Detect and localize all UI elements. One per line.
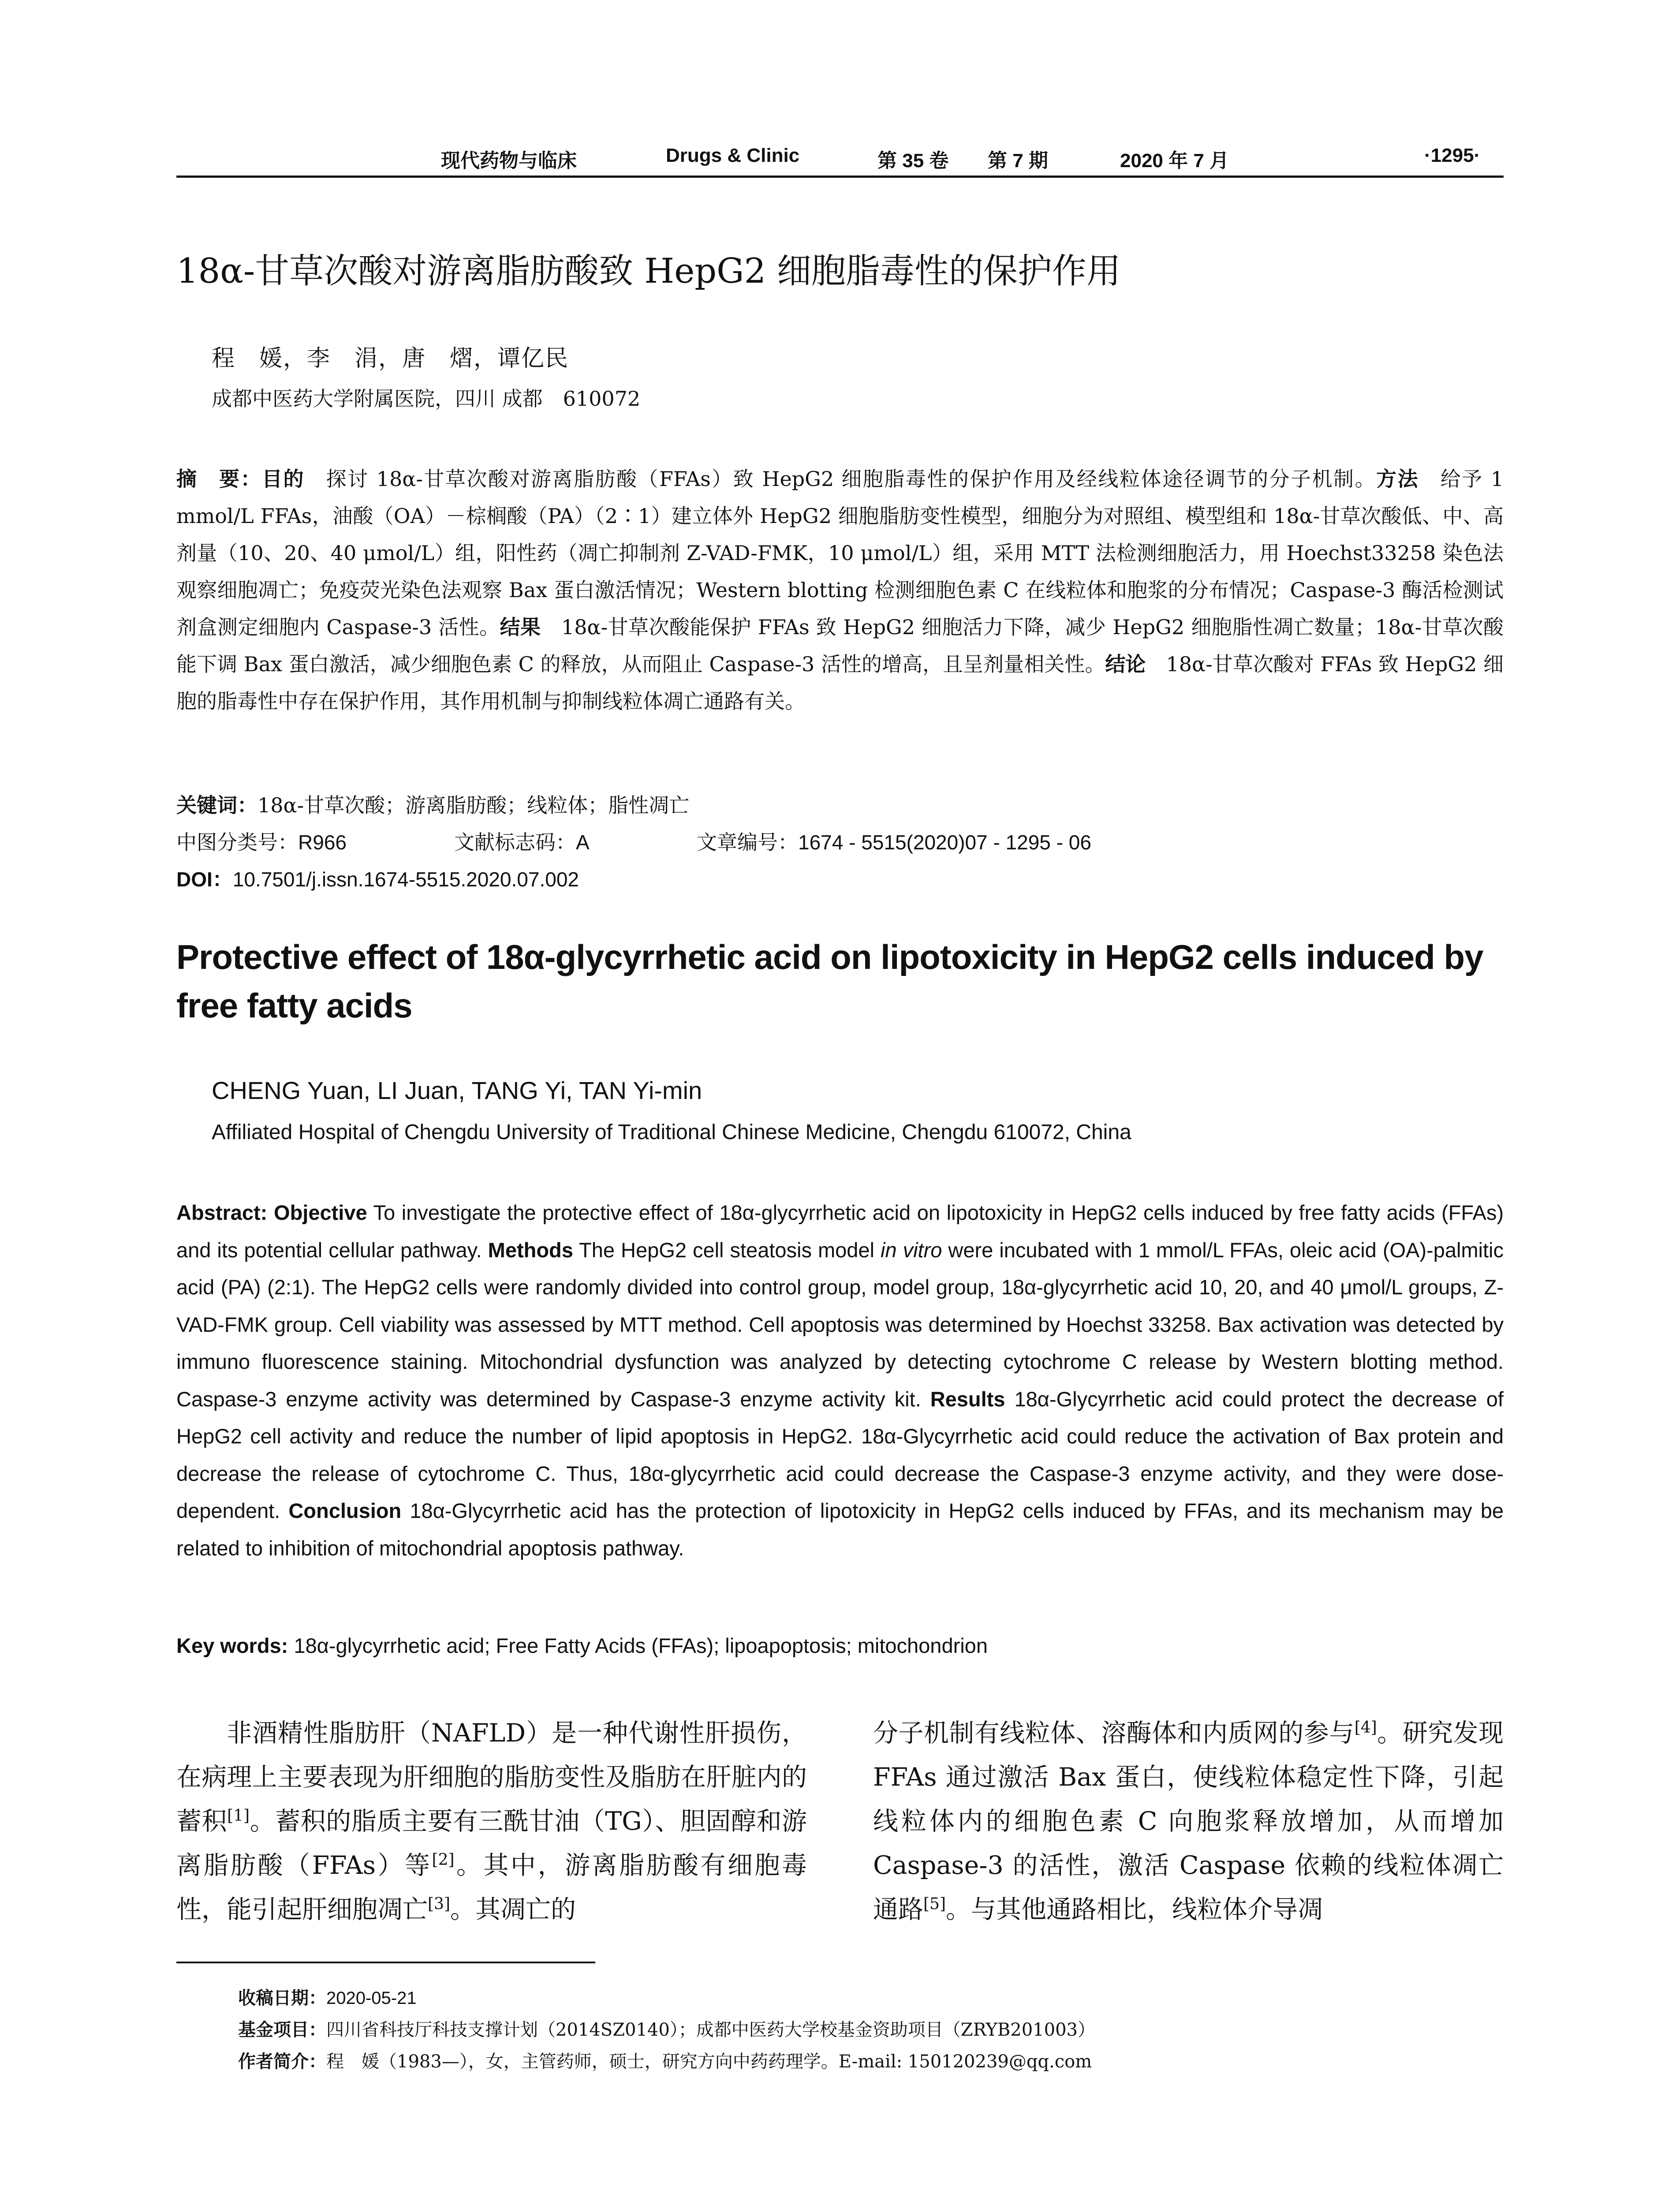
cn-methods-label: 方法 xyxy=(1376,467,1419,490)
page-number: ·1295· xyxy=(1424,145,1481,166)
body-column-right xyxy=(873,1711,1504,1932)
volume: 第 35 卷 xyxy=(877,150,949,172)
cn-keywords xyxy=(176,787,1504,824)
header-rule xyxy=(176,176,1504,178)
en-abstract-label: Abstract: xyxy=(176,1201,268,1224)
citation-3[interactable]: [3] xyxy=(428,1895,450,1913)
body-text: 。与其他通路相比，线粒体介导凋 xyxy=(946,1895,1323,1924)
cn-conclusion-text: 18α-甘草次酸对 FFAs 致 HepG2 细胞的脂毒性中存在保护作用，其作用机制与抑制线粒体凋亡通路有关。 xyxy=(176,652,1504,713)
received-label: 收稿日期： xyxy=(238,1988,326,2008)
en-keywords-text: 18α-glycyrrhetic acid; Free Fatty Acids (FFAs); lipoapoptosis; mitochondrion xyxy=(288,1634,988,1657)
body-text: 。其凋亡的 xyxy=(450,1895,576,1924)
received-date: 2020-05-21 xyxy=(326,1988,417,2008)
citation-1[interactable]: [1] xyxy=(227,1807,250,1825)
en-conclusion-label: Conclusion xyxy=(288,1499,402,1522)
en-methods-italic: in vitro xyxy=(881,1238,942,1262)
journal-name-en: Drugs & Clinic xyxy=(666,145,800,166)
en-results-label: Results xyxy=(930,1387,1005,1411)
citation-2[interactable]: [2] xyxy=(432,1851,455,1869)
author-label: 作者简介： xyxy=(238,2052,326,2071)
issue: 第 7 期 xyxy=(988,150,1048,172)
footnote-received xyxy=(238,1982,417,2014)
article-number: 文章编号：1674 - 5515(2020)07 - 1295 - 06 xyxy=(697,831,1091,854)
footnote-fund xyxy=(238,2014,1095,2046)
en-methods-label: Methods xyxy=(488,1238,573,1262)
en-affiliation: Affiliated Hospital of Chengdu University of Traditional Chinese Medicine, Chengdu 610072, China xyxy=(212,1121,1131,1144)
clc-number: 中图分类号：R966 xyxy=(176,831,347,854)
en-methods-text-1: The HepG2 cell steatosis model xyxy=(573,1238,881,1262)
cn-results-label: 结果 xyxy=(500,616,541,639)
issue-date: 2020 年 7 月 xyxy=(1120,150,1229,172)
body-text: 分子机制有线粒体、溶酶体和内质网的参与 xyxy=(873,1719,1355,1748)
body-text: 。其中，游离脂肪酸有细胞毒性，能引起肝细胞凋亡 xyxy=(176,1851,807,1924)
document-code: 文献标志码：A xyxy=(454,831,590,854)
fund-label: 基金项目： xyxy=(238,2020,326,2040)
cn-authors: 程 媛，李 涓，唐 熠，谭亿民 xyxy=(212,345,569,372)
citation-5[interactable]: [5] xyxy=(923,1895,946,1913)
cn-abstract xyxy=(176,460,1504,787)
cn-keywords-label: 关键词： xyxy=(176,794,258,817)
doi-label: DOI： xyxy=(176,868,233,891)
body-text: 非酒精性脂肪肝（NAFLD）是一种代谢性肝损伤，在病理上主要表现为肝细胞的脂肪变性及脂肪在肝脏内的蓄积 xyxy=(176,1719,807,1836)
en-authors: CHENG Yuan, LI Juan, TANG Yi, TAN Yi-min xyxy=(212,1076,702,1104)
cn-objective-text: 探讨 18α-甘草次酸对游离脂肪酸（FFAs）致 HepG2 细胞脂毒性的保护作用及经线粒体途径调节的分子机制。 xyxy=(305,467,1377,491)
doi xyxy=(176,861,1504,898)
cn-results-text: 18α-甘草次酸能保护 FFAs 致 HepG2 细胞活力下降，减少 HepG2 细胞脂性凋亡数量；18α-甘草次酸能下调 Bax 蛋白激活，减少细胞色素 C 的释放，从而阻止 Caspase-3 活性的增高，且呈剂量相关性。 xyxy=(176,615,1504,676)
body-text: 。蓄积的脂质主要有三酰甘油（TG）、胆固醇和游离脂肪酸（FFAs）等 xyxy=(176,1807,807,1880)
cn-objective-label: 目的 xyxy=(262,467,305,490)
journal-name-cn: 现代药物与临床 xyxy=(441,149,577,172)
footnote-rule xyxy=(176,1962,595,1963)
cn-keywords-text: 18α-甘草次酸；游离脂肪酸；线粒体；脂性凋亡 xyxy=(258,793,690,817)
fund-text: 四川省科技厅科技支撑计划（2014SZ0140）；成都中医药大学校基金资助项目（ZRYB201003） xyxy=(326,2020,1095,2040)
body-column-left xyxy=(176,1711,807,1932)
en-conclusion-text: 18α-Glycyrrhetic acid has the protection of lipotoxicity in HepG2 cells induced by FFAs, and its mechanism may be related to inhibition of mitochondrial apoptosis pathway. xyxy=(176,1499,1504,1560)
cn-conclusion-label: 结论 xyxy=(1105,653,1146,676)
en-title: Protective effect of 18α-glycyrrhetic acid on lipotoxicity in HepG2 cells induced by free fatty acids xyxy=(176,938,1483,1025)
running-header xyxy=(176,140,1504,176)
en-objective-text: To investigate the protective effect of 18α-glycyrrhetic acid on lipotoxicity in HepG2 cells induced by free fatty acids (FFAs) and its potential cellular pathway. xyxy=(176,1201,1504,1262)
en-results-text: 18α-Glycyrrhetic acid could protect the decrease of HepG2 cell activity and reduce the number of lipid apoptosis in HepG2. 18α-Glycyrrhetic acid could reduce the activation of Bax protein and decrease the release of cytochrome C. Thus, 18α-glycyrrhetic acid could decrease the Caspase-3 enzyme activity, and they were dose-dependent. xyxy=(176,1387,1504,1522)
cn-methods-text: 给予 1 mmol/L FFAs，油酸（OA）－棕榈酸（PA）（2∶1）建立体外 HepG2 细胞脂肪变性模型，细胞分为对照组、模型组和 18α-甘草次酸低、中、高剂量（10、20、40 μmol/L）组，阳性药（凋亡抑制剂 Z-VAD-FMK，10 μmol/L）组，采用 MTT 法检测细胞活力，用 Hoechst33258 染色法观察细胞凋亡；免疫荧光染色法观察 Bax 蛋白激活情况；Western blotting 检测细胞色素 C 在线粒体和胞浆的分布情况；Caspase-3 酶活检测试剂盒测定细胞内 Caspase-3 活性。 xyxy=(176,467,1504,639)
en-abstract xyxy=(176,1194,1504,1567)
en-methods-text-2: were incubated with 1 mmol/L FFAs, oleic acid (OA)-palmitic acid (PA) (2:1). The HepG2 cells were randomly divided into control group, model group, 18α-glycyrrhetic acid 10, 20, and 40 μmol/L groups, Z-VAD-FMK group. Cell viability was assessed by MTT method. Cell apoptosis was determined by Hoechst 33258. Bax activation was detected by immuno fluorescence staining. Mitochondrial dysfunction was analyzed by detecting cytochrome C release by Western blotting method. Caspase-3 enzyme activity was determined by Caspase-3 enzyme activity kit. xyxy=(176,1238,1504,1411)
en-objective-label: Objective xyxy=(274,1201,367,1224)
en-keywords xyxy=(176,1627,1504,1664)
cn-abstract-label: 摘 要： xyxy=(176,467,262,490)
author-text: 程 媛（1983—），女，主管药师，硕士，研究方向中药药理学。E-mail: 150120239@qq.com xyxy=(326,2052,1092,2072)
citation-4[interactable]: [4] xyxy=(1354,1719,1377,1737)
body-text: 。研究发现 FFAs 通过激活 Bax 蛋白，使线粒体稳定性下降，引起线粒体内的细胞色素 C 向胞浆释放增加，从而增加 Caspase-3 的活性，激活 Caspase 依赖的线粒体凋亡通路 xyxy=(873,1719,1504,1924)
cn-title: 18α-甘草次酸对游离脂肪酸致 HepG2 细胞脂毒性的保护作用 xyxy=(176,251,1121,291)
footnote-author xyxy=(238,2046,1092,2078)
en-keywords-label: Key words: xyxy=(176,1634,288,1657)
cn-affiliation: 成都中医药大学附属医院，四川 成都 610072 xyxy=(212,387,641,411)
doi-value: 10.7501/j.issn.1674-5515.2020.07.002 xyxy=(232,868,579,891)
